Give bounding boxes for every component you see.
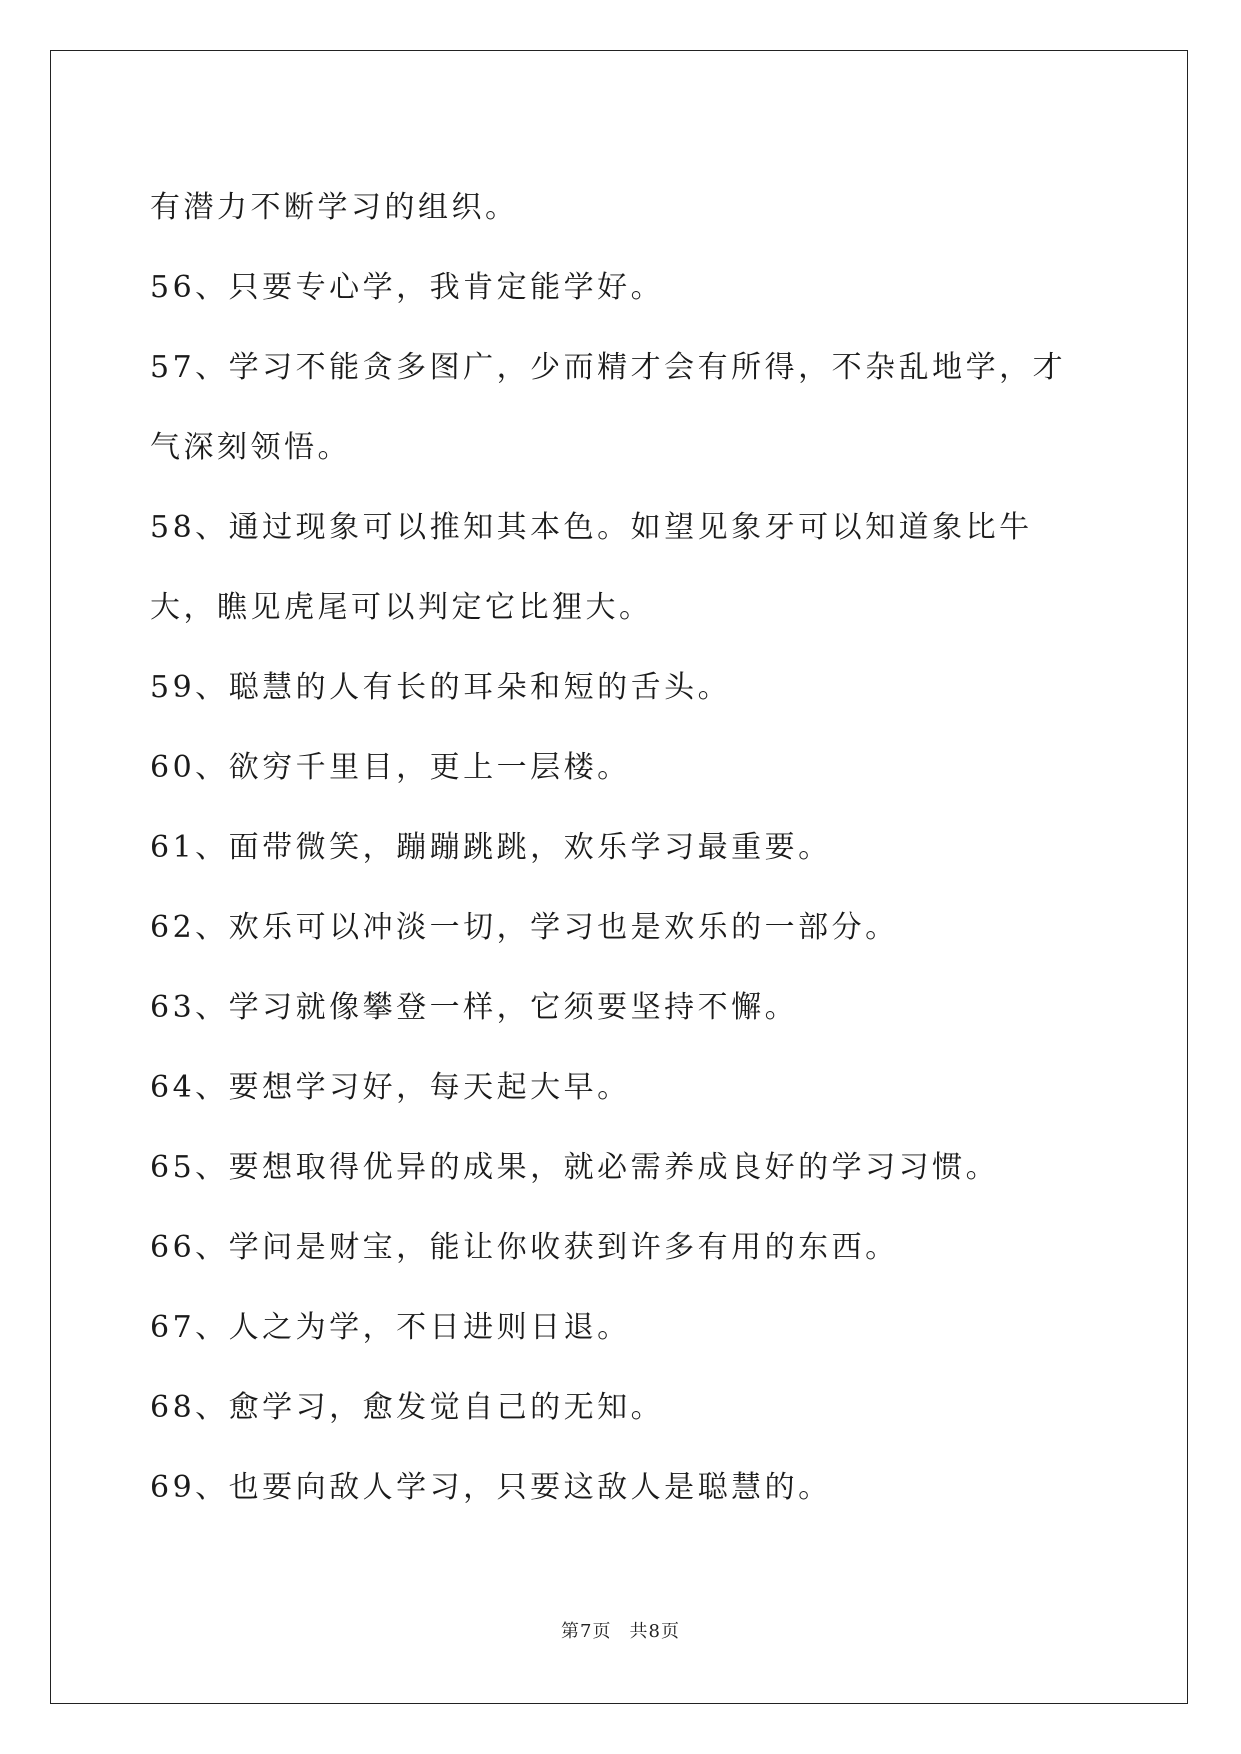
list-item-64: 64、要想学习好，每天起大早。 — [150, 1070, 631, 1105]
list-item-63: 63、学习就像攀登一样，它须要坚持不懈。 — [150, 990, 799, 1025]
list-item-61: 61、面带微笑，蹦蹦跳跳，欢乐学习最重要。 — [150, 830, 832, 865]
list-item-58: 58、通过现象可以推知其本色。如望见象牙可以知道象比牛大，瞧见虎尾可以判定它比狸大。 — [150, 510, 1033, 625]
current-page-number: 第7页 — [561, 1621, 612, 1642]
list-item-69: 69、也要向敌人学习，只要这敌人是聪慧的。 — [150, 1470, 832, 1505]
total-pages: 共8页 — [629, 1621, 680, 1642]
list-item-62: 62、欢乐可以冲淡一切，学习也是欢乐的一部分。 — [150, 910, 899, 945]
list-item-57: 57、学习不能贪多图广，少而精才会有所得，不杂乱地学，才气深刻领悟。 — [150, 350, 1067, 465]
page-footer — [0, 1617, 1241, 1643]
list-item-56: 56、只要专心学，我肯定能学好。 — [150, 270, 665, 305]
list-item-68: 68、愈学习，愈发觉自己的无知。 — [150, 1390, 665, 1425]
paragraph-continuation: 有潜力不断学习的组织。 — [150, 190, 519, 225]
document-body — [150, 168, 1090, 1528]
list-item-65: 65、要想取得优异的成果，就必需养成良好的学习习惯。 — [150, 1150, 1000, 1185]
list-item-60: 60、欲穷千里目，更上一层楼。 — [150, 750, 631, 785]
list-item-67: 67、人之为学，不日进则日退。 — [150, 1310, 631, 1345]
list-item-66: 66、学问是财宝，能让你收获到许多有用的东西。 — [150, 1230, 899, 1265]
list-item-59: 59、聪慧的人有长的耳朵和短的舌头。 — [150, 670, 732, 705]
